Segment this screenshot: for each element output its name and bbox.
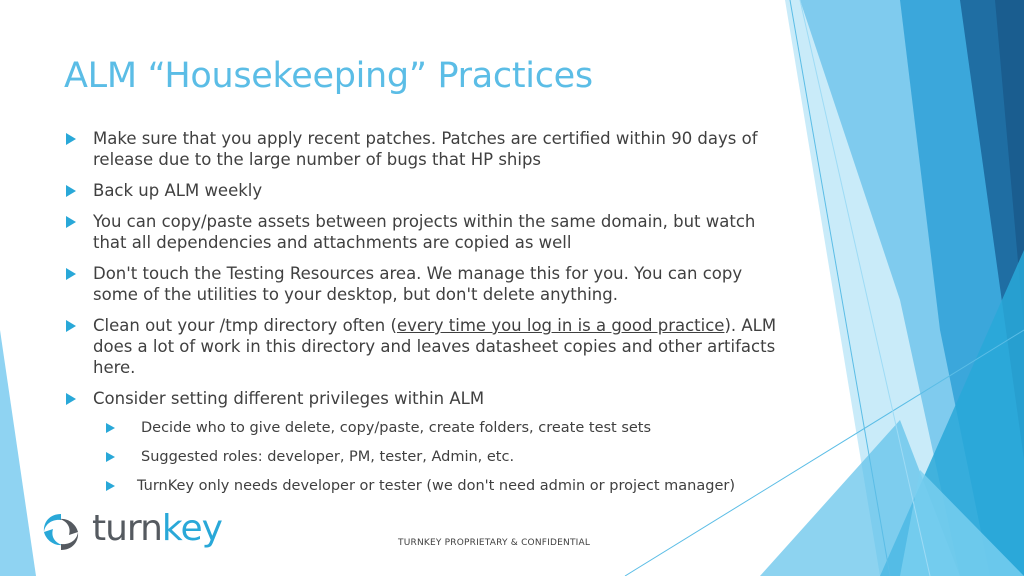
good-practice-link[interactable]: every time you log in is a good practice [396,316,725,335]
sub-bullet-item [64,477,784,496]
bullet-text: Don't touch the Testing Resources area. We manage this for you. You can copy some of the utilities to your desktop, but don't delete anything. [93,264,743,304]
sub-bullet-text: Suggested roles: developer, PM, tester, Admin, etc. [141,449,515,465]
slide-title: ALM “Housekeeping” Practices [64,56,593,96]
bullet-list [64,128,784,506]
sub-bullet-arrow-icon [106,452,115,462]
turnkey-logo-icon [40,512,82,552]
bullet-arrow-icon [66,216,76,228]
sub-bullet-text: TurnKey only needs developer or tester (we don't need admin or project manager) [137,478,736,494]
bullet-item [64,180,784,201]
bullet-item [64,128,784,170]
bullet-item [64,388,784,409]
sub-bullet-item [64,448,784,467]
bullet-text: Back up ALM weekly [93,181,263,200]
sub-bullet-text: Decide who to give delete, copy/paste, create folders, create test sets [141,420,652,436]
footer-confidential: TURNKEY PROPRIETARY & CONFIDENTIAL [398,538,591,548]
sub-bullet-item [64,419,784,438]
bullet-text: You can copy/paste assets between projects within the same domain, but watch that all dependencies and attachments are copied as well [93,212,756,252]
bullet-arrow-icon [66,133,76,145]
bullet-arrow-icon [66,320,76,332]
bullet-text-pre: Clean out your /tmp directory often ( [93,316,397,335]
bullet-arrow-icon [66,268,76,280]
logo-text-key: key [161,508,222,549]
turnkey-wordmark [92,508,222,549]
bullet-item [64,263,784,305]
bullet-item [64,211,784,253]
bullet-arrow-icon [66,393,76,405]
sub-bullet-arrow-icon [106,423,115,433]
bullet-text: Make sure that you apply recent patches. Patches are certified within 90 days of release due to the large number of bugs that HP ships [93,129,758,169]
left-edge-accent [0,330,36,576]
bullet-text: Consider setting different privileges within ALM [93,389,485,408]
logo-text-turn: turn [92,508,162,549]
bullet-arrow-icon [66,185,76,197]
bullet-text-post: ). ALM does a lot of work in this directory and leaves datasheet copies and other artifacts here. [93,316,777,377]
sub-bullet-arrow-icon [106,481,115,491]
bullet-item [64,315,784,378]
